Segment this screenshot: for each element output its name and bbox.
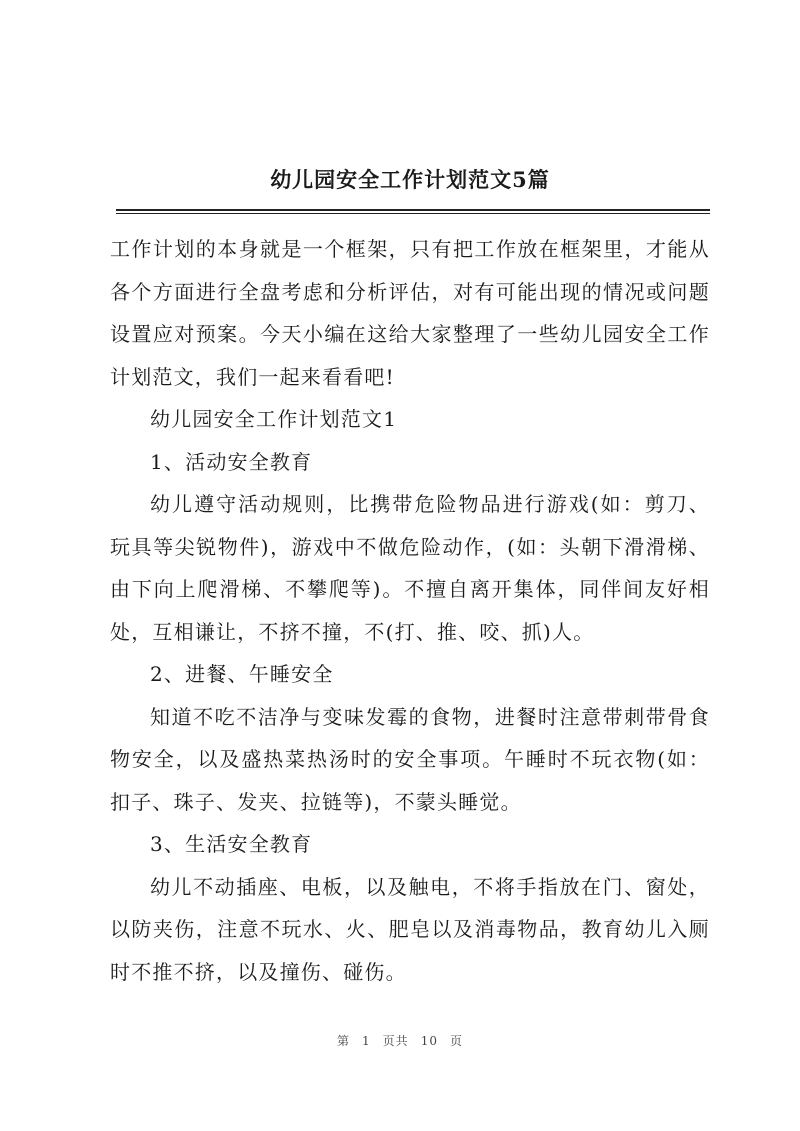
footer-prefix: 第 xyxy=(337,1034,351,1048)
section-heading: 幼儿园安全工作计划范文1 xyxy=(150,407,398,431)
body-paragraph: 幼儿遵守活动规则，比携带危险物品进行游戏(如：剪刀、玩具等尖锐物件)，游戏中不做危险动作，(如：头朝下滑滑梯、由下向上爬滑梯、不攀爬等)。不擅自离开集体，同伴间友好相处，互相谦让，不挤不撞，不(打、推、咬、抓)人。 xyxy=(110,492,710,644)
title-rule-thin xyxy=(116,213,710,214)
subsection-heading: 3、生活安全教育 xyxy=(150,832,313,856)
footer-page-number: 1 xyxy=(362,1034,371,1048)
body-paragraph: 知道不吃不洁净与变味发霉的食物，进餐时注意带刺带骨食物安全，以及盛热菜热汤时的安全事项。午睡时不玩衣物(如：扣子、珠子、发夹、拉链等)，不蒙头睡觉。 xyxy=(110,704,710,814)
document-body xyxy=(110,228,710,993)
footer-total-pages: 10 xyxy=(420,1034,438,1048)
intro-paragraph: 工作计划的本身就是一个框架，只有把工作放在框架里，才能从各个方面进行全盘考虑和分析评估，对有可能出现的情况或问题设置应对预案。今天小编在这给大家整理了一些幼儿园安全工作计划范文，我们一起来看看吧! xyxy=(110,237,710,389)
title-rule-thick xyxy=(116,209,710,211)
subsection-heading: 2、进餐、午睡安全 xyxy=(150,662,334,686)
footer-middle: 页共 xyxy=(382,1034,409,1048)
subsection-heading: 1、活动安全教育 xyxy=(150,449,313,474)
document-title: 幼儿园安全工作计划范文5篇 xyxy=(270,167,550,192)
footer-suffix: 页 xyxy=(449,1034,463,1048)
body-paragraph: 幼儿不动插座、电板，以及触电，不将手指放在门、窗处，以防夹伤，注意不玩水、火、肥皂以及消毒物品，教育幼儿入厕时不推不挤，以及撞伤、碰伤。 xyxy=(110,874,710,984)
page-footer xyxy=(0,1032,800,1049)
